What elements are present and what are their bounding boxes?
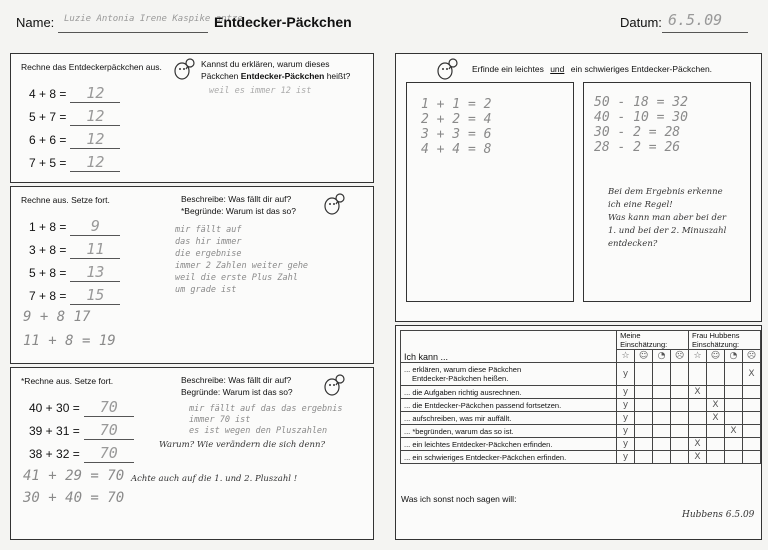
teacher-rating-cell[interactable]: X [689,386,707,399]
easy-task: 4 + 4 = 8 [421,142,492,157]
magnifier-mascot-icon [323,373,345,397]
equation-task: 1 + 8 = [29,220,67,234]
easy-task: 3 + 3 = 6 [421,127,492,142]
equation-task: 5 + 7 = [29,110,67,124]
self-rating-cell[interactable] [653,399,671,412]
checklist-item: ... ein leichtes Entdecker-Päckchen erfinden. [401,438,617,451]
observation-note: weil die erste Plus Zahl [175,273,298,283]
box1-question: Kannst du erklären, warum dieses Päckchen Entdecker-Päckchen heißt? [201,59,351,81]
rating-face-icon: ☺ [706,350,724,363]
checklist-item: ... *begründen, warum das so ist. [401,425,617,438]
self-rating-cell[interactable] [635,451,653,464]
hard-pack-box [583,82,751,302]
checklist-heading: Ich kann ... [401,331,617,363]
self-rating-cell[interactable] [653,438,671,451]
self-rating-cell[interactable] [671,386,689,399]
rating-face-icon: ☺ [635,350,653,363]
self-rating-cell[interactable] [671,412,689,425]
equation-row [29,153,120,172]
teacher-rating-cell[interactable] [742,399,760,412]
equation-answer[interactable]: 15 [70,286,120,305]
teacher-rating-cell[interactable] [724,412,742,425]
teacher-rating-cell[interactable] [742,438,760,451]
equation-task: 6 + 6 = [29,133,67,147]
checklist-item: ... erklären, warum diese Päckchen Entdecker-Päckchen heißen. [401,363,617,386]
self-rating-cell[interactable] [635,412,653,425]
observation-note: das hir immer [175,237,242,247]
self-rating-cell[interactable] [653,425,671,438]
checklist-item: ... ein schwieriges Entdecker-Päckchen erfinden. [401,451,617,464]
equation-answer[interactable]: 12 [70,153,120,172]
self-rating-cell[interactable] [635,438,653,451]
hard-task: 50 - 18 = 32 [594,95,688,110]
teacher-note: ich eine Regel! [608,200,673,210]
teacher-rating-cell[interactable] [706,438,724,451]
hard-task: 30 - 2 = 28 [594,125,681,140]
self-rating-cell[interactable]: y [617,438,635,451]
name-line [58,32,208,33]
teacher-rating-cell[interactable]: X [689,451,707,464]
equation-row [29,130,120,149]
date-line [662,32,748,33]
equation-task: 40 + 30 = [29,401,80,415]
self-rating-cell[interactable] [653,412,671,425]
equation-answer[interactable]: 9 [70,217,120,236]
self-rating-cell[interactable] [671,438,689,451]
checklist-item: ... die Entdecker-Päckchen passend fortsetzen. [401,399,617,412]
self-rating-cell[interactable] [671,399,689,412]
teacher-rating-cell[interactable]: X [724,425,742,438]
teacher-note: 1. und bei der 2. Minuszahl [608,226,727,236]
checklist-row [401,399,761,412]
equation-row [29,84,120,103]
box1-answer: weil es immer 12 ist [209,86,312,96]
self-rating-cell[interactable] [653,363,671,386]
checklist-footer: Was ich sonst noch sagen will: [401,494,517,504]
equation-row [29,217,120,236]
rating-face-icon: ☆ [689,350,707,363]
self-assessment-header: Meine Einschätzung: [617,331,689,350]
page-title: Entdecker-Päckchen [214,14,352,30]
teacher-rating-cell[interactable] [742,412,760,425]
box3-instruction: *Rechne aus. Setze fort. [21,376,114,386]
teacher-rating-cell[interactable] [724,363,742,386]
task-box-1 [10,53,374,183]
task-box-2 [10,186,374,364]
teacher-rating-cell[interactable] [706,451,724,464]
teacher-rating-cell[interactable] [689,425,707,438]
equation-task: 3 + 8 = [29,243,67,257]
equation-answer[interactable]: 11 [70,240,120,259]
equation-task: 5 + 8 = [29,266,67,280]
extra-equation: 9 + 8 17 [23,309,91,325]
self-rating-cell[interactable] [653,451,671,464]
self-rating-cell[interactable] [635,399,653,412]
equation-answer[interactable]: 12 [70,107,120,126]
teacher-note: Was kann man aber bei der [608,213,727,223]
equation-answer[interactable]: 12 [70,84,120,103]
observation-note: um grade ist [175,285,237,295]
extra-equation: 41 + 29 = 70 [23,468,125,484]
self-rating-cell[interactable]: y [617,386,635,399]
self-rating-cell[interactable] [653,386,671,399]
box3-question: Warum? Wie verändern die sich denn? [159,440,325,450]
equation-task: 39 + 31 = [29,424,80,438]
teacher-rating-cell[interactable] [724,386,742,399]
observation-note: es ist wegen den Pluszahlen [189,426,328,436]
box2-instruction: Rechne aus. Setze fort. [21,195,110,205]
teacher-rating-cell[interactable] [706,425,724,438]
hard-task: 40 - 10 = 30 [594,110,688,125]
teacher-rating-cell[interactable] [706,363,724,386]
observation-note: mir fällt auf [175,225,242,235]
box1-instruction: Rechne das Entdeckerpäckchen aus. [21,62,162,72]
self-rating-cell[interactable] [671,451,689,464]
teacher-rating-cell[interactable] [742,451,760,464]
rating-face-icon: ☹ [671,350,689,363]
checklist-box [395,325,762,540]
self-rating-cell[interactable]: y [617,451,635,464]
teacher-signature: Hubbens 6.5.09 [682,510,755,520]
equation-row [29,263,120,282]
magnifier-mascot-icon [173,57,195,81]
checklist-row [401,451,761,464]
self-rating-cell[interactable] [635,386,653,399]
easy-pack-box [406,82,574,302]
easy-task: 2 + 2 = 4 [421,112,492,127]
equation-answer[interactable]: 70 [84,421,134,440]
rating-face-icon: ◔ [724,350,742,363]
equation-answer[interactable]: 12 [70,130,120,149]
extra-equation: 11 + 8 = 19 [23,333,116,349]
teacher-rating-cell[interactable]: X [706,399,724,412]
checklist-row [401,412,761,425]
teacher-rating-cell[interactable] [724,438,742,451]
checklist-row [401,363,761,386]
equation-row [29,398,134,417]
observation-note: mir fällt auf das das ergebnis [189,404,343,414]
hard-task: 28 - 2 = 26 [594,140,681,155]
teacher-rating-cell[interactable] [689,363,707,386]
equation-answer[interactable]: 70 [84,444,134,463]
equation-row [29,240,120,259]
box3-describe: Beschreibe: Was fällt dir auf? Begründe: Warum ist das so? [181,375,293,397]
magnifier-mascot-icon [323,192,345,216]
task-box-4 [395,53,762,322]
equation-answer[interactable]: 70 [84,398,134,417]
teacher-rating-cell[interactable] [742,425,760,438]
equation-task: 7 + 5 = [29,156,67,170]
date-label: Datum: [620,15,662,30]
date-value: 6.5.09 [668,11,723,29]
self-rating-cell[interactable] [635,363,653,386]
teacher-rating-cell[interactable]: X [689,438,707,451]
teacher-rating-cell[interactable] [742,386,760,399]
self-rating-cell[interactable]: y [617,399,635,412]
checklist-item: ... die Aufgaben richtig ausrechnen. [401,386,617,399]
teacher-note: entdecken? [608,239,658,249]
self-rating-cell[interactable]: y [617,425,635,438]
checklist-row [401,425,761,438]
equation-task: 7 + 8 = [29,289,67,303]
box2-describe: Beschreibe: Was fällt dir auf? *Begründe: Warum ist das so? [181,194,296,216]
observation-note: immer 70 ist [189,415,251,425]
extra-equation: 30 + 40 = 70 [23,490,125,506]
observation-note: die ergebnise [175,249,242,259]
checklist-row [401,386,761,399]
name-label: Name: [16,15,55,30]
teacher-rating-cell[interactable] [706,386,724,399]
checklist-item: ... aufschreiben, was mir auffällt. [401,412,617,425]
teacher-note: Bei dem Ergebnis erkenne [608,187,723,197]
observation-note: immer 2 Zahlen weiter gehe [175,261,309,271]
equation-row [29,421,134,440]
teacher-rating-cell[interactable]: X [742,363,760,386]
equation-row [29,444,134,463]
equation-row [29,107,120,126]
equation-task: 4 + 8 = [29,87,67,101]
self-rating-cell[interactable]: y [617,363,635,386]
rating-face-icon: ◔ [653,350,671,363]
self-rating-cell[interactable] [635,425,653,438]
name-value: Luzie Antonia Irene Kaspike antze [64,14,243,24]
teacher-rating-cell[interactable] [689,412,707,425]
self-rating-cell[interactable] [671,425,689,438]
self-assessment-table [400,330,761,464]
teacher-rating-cell[interactable] [724,451,742,464]
rating-face-icon: ☹ [742,350,760,363]
rating-face-icon: ☆ [617,350,635,363]
self-rating-cell[interactable]: y [617,412,635,425]
teacher-assessment-header: Frau Hubbens Einschätzung: [689,331,761,350]
self-rating-cell[interactable] [671,363,689,386]
box4-instruction: Erfinde ein leichtes und ein schwieriges Entdecker-Päckchen. [472,64,713,74]
magnifier-mascot-icon [436,57,458,81]
teacher-rating-cell[interactable] [724,399,742,412]
teacher-rating-cell[interactable] [689,399,707,412]
easy-task: 1 + 1 = 2 [421,97,492,112]
equation-row [29,286,120,305]
teacher-rating-cell[interactable]: X [706,412,724,425]
checklist-row [401,438,761,451]
equation-task: 38 + 32 = [29,447,80,461]
equation-answer[interactable]: 13 [70,263,120,282]
task-box-3 [10,367,374,540]
box3-hint: Achte auch auf die 1. und 2. Pluszahl ! [131,474,298,484]
